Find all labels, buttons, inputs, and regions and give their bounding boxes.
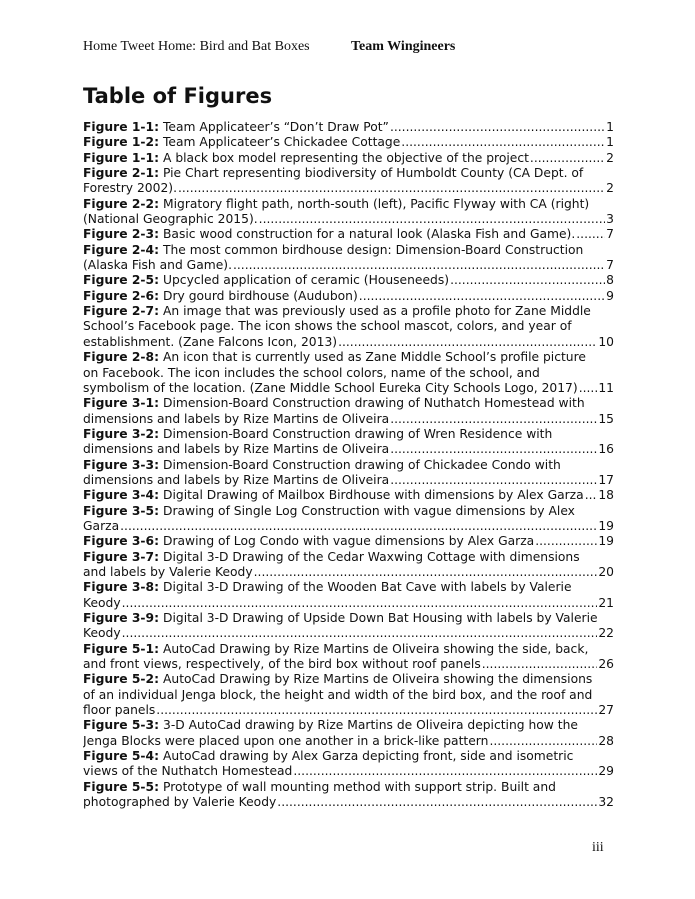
figure-caption: Keody bbox=[83, 626, 121, 641]
figure-page-number: 10 bbox=[598, 334, 614, 349]
figure-label: Figure 5-2: bbox=[83, 672, 159, 687]
toc-entry-line bbox=[83, 580, 614, 595]
toc-entry-line bbox=[83, 304, 614, 319]
page-title: Table of Figures bbox=[83, 84, 273, 108]
page-number: iii bbox=[592, 840, 604, 855]
toc-entry[interactable] bbox=[83, 580, 614, 611]
figure-page-number: 3 bbox=[606, 212, 614, 227]
figure-page-number: 7 bbox=[606, 227, 614, 242]
toc-entry[interactable] bbox=[83, 304, 614, 350]
dot-leader bbox=[359, 289, 605, 304]
figure-label: Figure 2-8: bbox=[83, 350, 159, 365]
figure-caption: Dimension-Board Construction drawing of Chickadee Condo with bbox=[163, 457, 561, 472]
toc-entry-line bbox=[83, 227, 614, 242]
toc-entry-line bbox=[83, 427, 614, 442]
toc-entry[interactable] bbox=[83, 243, 614, 274]
figure-page-number: 32 bbox=[598, 795, 614, 810]
figure-caption: views of the Nuthatch Homestead bbox=[83, 764, 293, 779]
figure-page-number: 17 bbox=[598, 472, 614, 487]
figure-label: Figure 3-8: bbox=[83, 580, 159, 595]
toc-entry-line bbox=[83, 243, 614, 258]
toc-entry-line bbox=[83, 442, 614, 457]
toc-entry-line bbox=[83, 718, 614, 733]
figure-caption: on Facebook. The icon includes the school colors, name of the school, and bbox=[83, 365, 540, 380]
figure-caption: Team Applicateer’s Chickadee Cottage bbox=[163, 135, 401, 150]
toc-entry[interactable] bbox=[83, 427, 614, 458]
figure-caption: Dimension-Board Construction drawing of Wren Residence with bbox=[163, 426, 553, 441]
figure-caption: 3-D AutoCad drawing by Rize Martins de Oliveira depicting how the bbox=[163, 718, 578, 733]
figure-label: Figure 1-1: bbox=[83, 150, 159, 165]
dot-leader bbox=[390, 120, 605, 135]
figure-caption: Drawing of Log Condo with vague dimensions by Alex Garza bbox=[163, 534, 535, 549]
toc-entry[interactable] bbox=[83, 350, 614, 396]
figure-caption: Digital Drawing of Mailbox Birdhouse with dimensions by Alex Garza bbox=[163, 488, 584, 503]
figure-page-number: 19 bbox=[598, 534, 614, 549]
dot-leader bbox=[585, 488, 598, 503]
figure-label: Figure 2-2: bbox=[83, 196, 159, 211]
toc-entry-line bbox=[83, 181, 614, 196]
figure-label: Figure 3-5: bbox=[83, 503, 159, 518]
toc-entry-line bbox=[83, 657, 614, 672]
figure-caption: An image that was previously used as a profile photo for Zane Middle bbox=[163, 304, 591, 319]
figure-caption: Jenga Blocks were placed upon one another in a brick-like pattern bbox=[83, 733, 489, 748]
dot-leader bbox=[259, 212, 606, 227]
dot-leader bbox=[178, 181, 605, 196]
figure-label: Figure 2-7: bbox=[83, 304, 159, 319]
toc-entry[interactable] bbox=[83, 135, 614, 150]
figure-caption: AutoCad Drawing by Rize Martins de Oliveira showing the dimensions bbox=[163, 672, 593, 687]
figure-label: Figure 3-3: bbox=[83, 457, 159, 472]
figure-page-number: 2 bbox=[606, 150, 614, 165]
figure-caption: and front views, respectively, of the bird box without roof panels bbox=[83, 657, 481, 672]
figure-caption: Digital 3-D Drawing of the Cedar Waxwing Cottage with dimensions bbox=[163, 549, 580, 564]
toc-entry-line bbox=[83, 519, 614, 534]
figure-label: Figure 3-9: bbox=[83, 611, 159, 625]
figure-caption: Upcycled application of ceramic (Houseneeds) bbox=[163, 273, 450, 288]
toc-entry[interactable] bbox=[83, 550, 614, 581]
toc-entry-line bbox=[83, 795, 614, 810]
figure-caption: Drawing of Single Log Construction with vague dimensions by Alex bbox=[163, 503, 575, 518]
figure-caption: Digital 3-D Drawing of Upside Down Bat Housing with labels by Valerie bbox=[163, 611, 598, 625]
figure-caption: Pie Chart representing biodiversity of Humboldt County (CA Dept. of bbox=[163, 166, 584, 181]
toc-entry-line bbox=[83, 550, 614, 565]
table-of-figures-list bbox=[83, 120, 614, 810]
figure-caption: Garza bbox=[83, 518, 120, 533]
toc-entry-line bbox=[83, 151, 614, 166]
figure-page-number: 16 bbox=[598, 442, 614, 457]
dot-leader bbox=[482, 657, 598, 672]
dot-leader bbox=[535, 534, 597, 549]
toc-entry-line bbox=[83, 381, 614, 396]
toc-entry[interactable] bbox=[83, 488, 614, 503]
toc-entry-line bbox=[83, 166, 614, 181]
toc-entry[interactable] bbox=[83, 458, 614, 489]
figure-caption: The most common birdhouse design: Dimension-Board Construction bbox=[163, 242, 584, 257]
toc-entry[interactable] bbox=[83, 718, 614, 749]
toc-entry[interactable] bbox=[83, 749, 614, 780]
figure-label: Figure 5-5: bbox=[83, 779, 159, 794]
figure-caption: Migratory flight path, north-south (left), Pacific Flyway with CA (right) bbox=[163, 196, 590, 211]
dot-leader bbox=[530, 151, 605, 166]
figure-page-number: 18 bbox=[598, 488, 614, 503]
figure-caption: Forestry 2002). bbox=[83, 181, 177, 196]
toc-entry-line bbox=[83, 335, 614, 350]
toc-entry-line bbox=[83, 504, 614, 519]
toc-entry-line bbox=[83, 688, 614, 703]
figure-label: Figure 5-1: bbox=[83, 641, 159, 656]
toc-entry-line bbox=[83, 780, 614, 795]
toc-entry-line bbox=[83, 396, 614, 411]
figure-caption: AutoCad drawing by Alex Garza depicting front, side and isometric bbox=[163, 749, 574, 764]
figure-label: Figure 2-1: bbox=[83, 166, 159, 181]
figure-caption: Dimension-Board Construction drawing of Nuthatch Homestead with bbox=[163, 396, 585, 411]
dot-leader bbox=[120, 519, 597, 534]
toc-entry[interactable] bbox=[83, 396, 614, 427]
toc-entry-line bbox=[83, 565, 614, 580]
toc-entry-line bbox=[83, 458, 614, 473]
dot-leader bbox=[390, 442, 597, 457]
toc-entry-line bbox=[83, 197, 614, 212]
toc-entry-line bbox=[83, 534, 614, 549]
figure-caption: AutoCad Drawing by Rize Martins de Oliveira showing the side, back, bbox=[163, 641, 589, 656]
dot-leader bbox=[450, 273, 605, 288]
toc-entry-line bbox=[83, 120, 614, 135]
figure-label: Figure 1-2: bbox=[83, 135, 159, 150]
figure-page-number: 29 bbox=[598, 764, 614, 779]
dot-leader bbox=[579, 381, 598, 396]
figure-caption: symbolism of the location. (Zane Middle School Eureka City Schools Logo, 2017) bbox=[83, 380, 578, 395]
toc-entry-line bbox=[83, 319, 614, 334]
toc-entry-line bbox=[83, 135, 614, 150]
figure-caption: Digital 3-D Drawing of the Wooden Bat Cave with labels by Valerie bbox=[163, 580, 572, 595]
toc-entry-line bbox=[83, 488, 614, 503]
toc-entry[interactable] bbox=[83, 227, 614, 242]
figure-page-number: 7 bbox=[606, 258, 614, 273]
toc-entry-line bbox=[83, 258, 614, 273]
toc-entry-line bbox=[83, 764, 614, 779]
figure-caption: Basic wood construction for a natural look (Alaska Fish and Game). bbox=[163, 227, 576, 242]
dot-leader bbox=[122, 626, 598, 641]
figure-label: Figure 1-1: bbox=[83, 120, 159, 134]
figure-caption: establishment. (Zane Falcons Icon, 2013) bbox=[83, 334, 338, 349]
figure-label: Figure 5-3: bbox=[83, 718, 159, 733]
figure-caption: An icon that is currently used as Zane Middle School’s profile picture bbox=[163, 350, 586, 365]
dot-leader bbox=[254, 565, 598, 580]
toc-entry[interactable] bbox=[83, 780, 614, 811]
toc-entry-line bbox=[83, 473, 614, 488]
dot-leader bbox=[156, 703, 597, 718]
toc-entry-line bbox=[83, 366, 614, 381]
dot-leader bbox=[401, 135, 605, 150]
figure-page-number: 9 bbox=[606, 288, 614, 303]
figure-page-number: 28 bbox=[598, 733, 614, 748]
toc-entry-line bbox=[83, 412, 614, 427]
figure-caption: dimensions and labels by Rize Martins de Oliveira bbox=[83, 442, 390, 457]
toc-entry[interactable] bbox=[83, 197, 614, 228]
figure-page-number: 21 bbox=[598, 595, 614, 610]
figure-caption: (Alaska Fish and Game). bbox=[83, 258, 232, 273]
toc-entry-line bbox=[83, 749, 614, 764]
toc-entry[interactable] bbox=[83, 151, 614, 166]
toc-entry[interactable] bbox=[83, 611, 614, 642]
figure-caption: (National Geographic 2015). bbox=[83, 212, 258, 227]
toc-entry-line bbox=[83, 672, 614, 687]
figure-caption: School’s Facebook page. The icon shows the school mascot, colors, and year of bbox=[83, 319, 572, 334]
header-document-title: Home Tweet Home: Bird and Bat Boxes bbox=[83, 39, 310, 54]
toc-entry[interactable] bbox=[83, 642, 614, 673]
toc-entry-line bbox=[83, 273, 614, 288]
header-team-name: Team Wingineers bbox=[351, 39, 456, 54]
figure-page-number: 27 bbox=[598, 703, 614, 718]
toc-entry-line bbox=[83, 642, 614, 657]
figure-caption: Prototype of wall mounting method with support strip. Built and bbox=[163, 779, 556, 794]
figure-page-number: 26 bbox=[598, 657, 614, 672]
figure-page-number: 22 bbox=[598, 626, 614, 641]
figure-label: Figure 3-4: bbox=[83, 488, 159, 503]
figure-page-number: 1 bbox=[606, 120, 614, 134]
figure-caption: Dry gourd birdhouse (Audubon) bbox=[163, 288, 358, 303]
figure-label: Figure 3-1: bbox=[83, 396, 159, 411]
figure-page-number: 15 bbox=[598, 411, 614, 426]
figure-caption: dimensions and labels by Rize Martins de Oliveira bbox=[83, 411, 390, 426]
dot-leader bbox=[390, 412, 597, 427]
toc-entry[interactable] bbox=[83, 672, 614, 718]
toc-entry-line bbox=[83, 703, 614, 718]
toc-entry-line bbox=[83, 289, 614, 304]
toc-entry-line bbox=[83, 596, 614, 611]
dot-leader bbox=[122, 596, 598, 611]
figure-label: Figure 3-2: bbox=[83, 426, 159, 441]
figure-page-number: 20 bbox=[598, 564, 614, 579]
figure-caption: Keody bbox=[83, 595, 121, 610]
toc-entry[interactable] bbox=[83, 504, 614, 535]
toc-entry-line bbox=[83, 626, 614, 641]
figure-label: Figure 3-7: bbox=[83, 549, 159, 564]
figure-caption: and labels by Valerie Keody bbox=[83, 564, 253, 579]
figure-label: Figure 3-6: bbox=[83, 534, 159, 549]
toc-entry-line bbox=[83, 734, 614, 749]
toc-entry[interactable] bbox=[83, 289, 614, 304]
dot-leader bbox=[293, 764, 597, 779]
figure-page-number: 1 bbox=[606, 135, 614, 150]
figure-label: Figure 2-3: bbox=[83, 227, 159, 242]
toc-entry-line bbox=[83, 350, 614, 365]
figure-label: Figure 5-4: bbox=[83, 749, 159, 764]
figure-caption: A black box model representing the objective of the project bbox=[163, 150, 529, 165]
figure-caption: photographed by Valerie Keody bbox=[83, 795, 277, 810]
figure-caption: floor panels bbox=[83, 703, 156, 718]
figure-label: Figure 2-4: bbox=[83, 242, 159, 257]
figure-page-number: 2 bbox=[606, 181, 614, 196]
figure-caption: of an individual Jenga block, the height and width of the bird box, and the roof and bbox=[83, 687, 593, 702]
toc-entry-line bbox=[83, 212, 614, 227]
dot-leader bbox=[277, 795, 597, 810]
toc-entry-line bbox=[83, 611, 614, 626]
figure-label: Figure 2-6: bbox=[83, 288, 159, 303]
figure-page-number: 19 bbox=[598, 518, 614, 533]
dot-leader bbox=[390, 473, 597, 488]
toc-entry[interactable] bbox=[83, 534, 614, 549]
toc-entry[interactable] bbox=[83, 273, 614, 288]
figure-page-number: 8 bbox=[606, 273, 614, 288]
dot-leader bbox=[338, 335, 597, 350]
figure-page-number: 11 bbox=[598, 380, 614, 395]
dot-leader bbox=[576, 227, 605, 242]
figure-caption: dimensions and labels by Rize Martins de Oliveira bbox=[83, 472, 390, 487]
toc-entry[interactable] bbox=[83, 120, 614, 135]
figure-caption: Team Applicateer’s “Don’t Draw Pot” bbox=[163, 120, 389, 134]
figure-label: Figure 2-5: bbox=[83, 273, 159, 288]
toc-entry[interactable] bbox=[83, 166, 614, 197]
dot-leader bbox=[489, 734, 597, 749]
dot-leader bbox=[233, 258, 605, 273]
